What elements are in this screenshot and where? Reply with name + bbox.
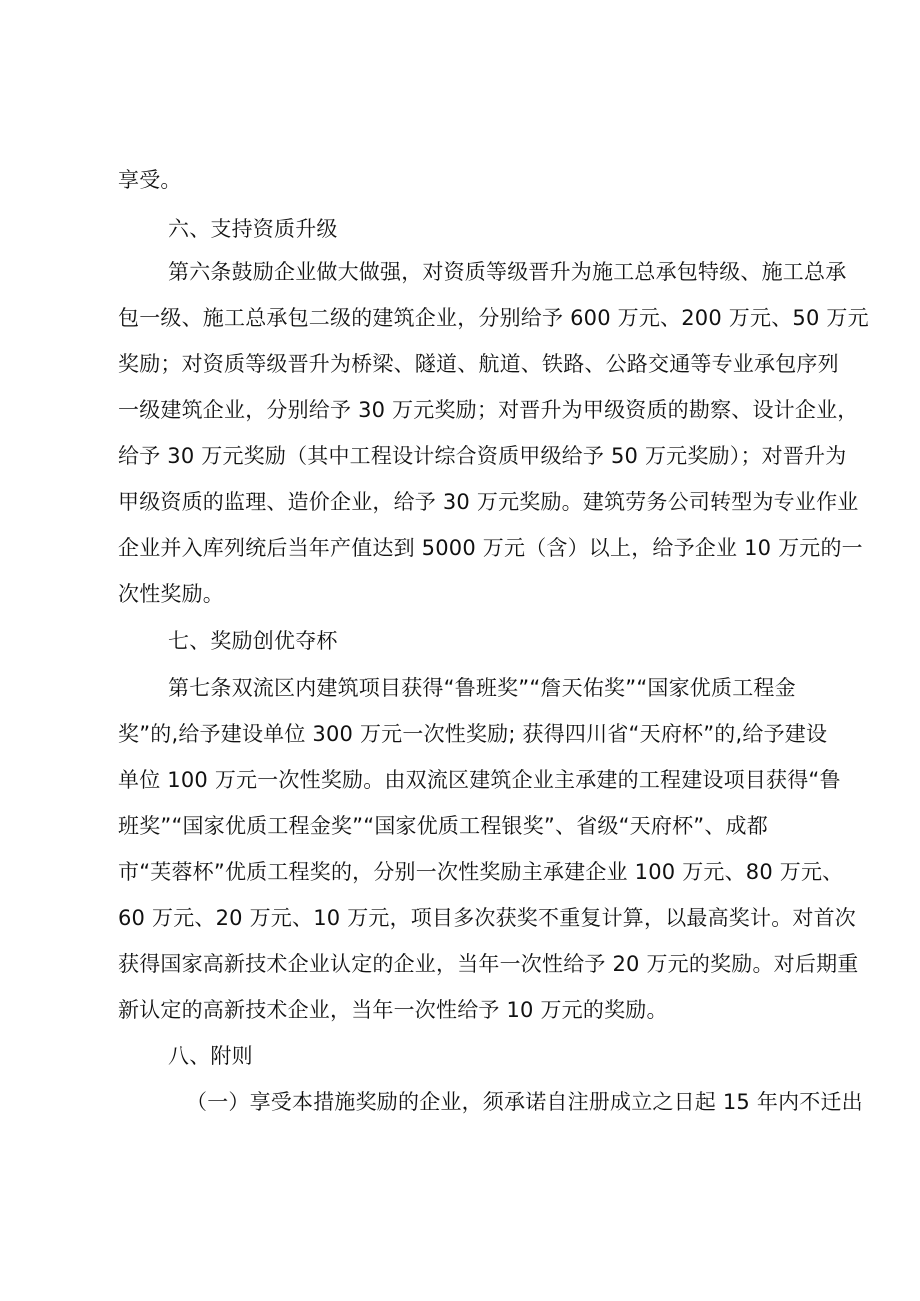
text-line: 班奖”“国家优质工程金奖”“国家优质工程银奖”、省级“天府杯”、成都 (118, 814, 768, 838)
text-line: 甲级资质的监理、造价企业，给予 30 万元奖励。建筑劳务公司转型为专业作业 (118, 490, 859, 514)
text-line: 包一级、施工总承包二级的建筑企业，分别给予 600 万元、200 万元、50 万元 (118, 306, 869, 330)
text-line: 新认定的高新技术企业，当年一次性给予 10 万元的奖励。 (118, 998, 668, 1022)
text-line: 60 万元、20 万元、10 万元，项目多次获奖不重复计算，以最高奖计。对首次 (118, 906, 856, 930)
text-line: 给予 30 万元奖励（其中工程设计综合资质甲级给予 50 万元奖励）；对晋升为 (118, 444, 847, 468)
text-line: 奖”的,给予建设单位 300 万元一次性奖励; 获得四川省“天府杯”的,给予建设 (118, 722, 828, 746)
section-heading-8: 八、附则 (168, 1044, 253, 1068)
text-line: 享受。 (118, 168, 182, 192)
text-line: （一）享受本措施奖励的企业，须承诺自注册成立之日起 15 年内不迁出 (186, 1090, 863, 1114)
text-line: 单位 100 万元一次性奖励。由双流区建筑企业主承建的工程建设项目获得“鲁 (118, 768, 841, 792)
section-heading-6: 六、支持资质升级 (168, 217, 338, 241)
text-line: 企业并入库列统后当年产值达到 5000 万元（含）以上，给予企业 10 万元的一 (118, 536, 863, 560)
text-line: 第六条鼓励企业做大做强，对资质等级晋升为施工总承包特级、施工总承 (168, 260, 847, 284)
text-line: 第七条双流区内建筑项目获得“鲁班奖”“詹天佑奖”“国家优质工程金 (168, 676, 796, 700)
section-heading-7: 七、奖励创优夺杯 (168, 629, 338, 653)
text-line: 一级建筑企业，分别给予 30 万元奖励；对晋升为甲级资质的勘察、设计企业， (118, 398, 859, 422)
text-line: 奖励；对资质等级晋升为桥梁、隧道、航道、铁路、公路交通等专业承包序列 (118, 352, 839, 376)
text-line: 市“芙蓉杯”优质工程奖的，分别一次性奖励主承建企业 100 万元、80 万元、 (118, 860, 844, 884)
text-line: 次性奖励。 (118, 582, 224, 606)
text-line: 获得国家高新技术企业认定的企业，当年一次性给予 20 万元的奖励。对后期重 (118, 952, 859, 976)
